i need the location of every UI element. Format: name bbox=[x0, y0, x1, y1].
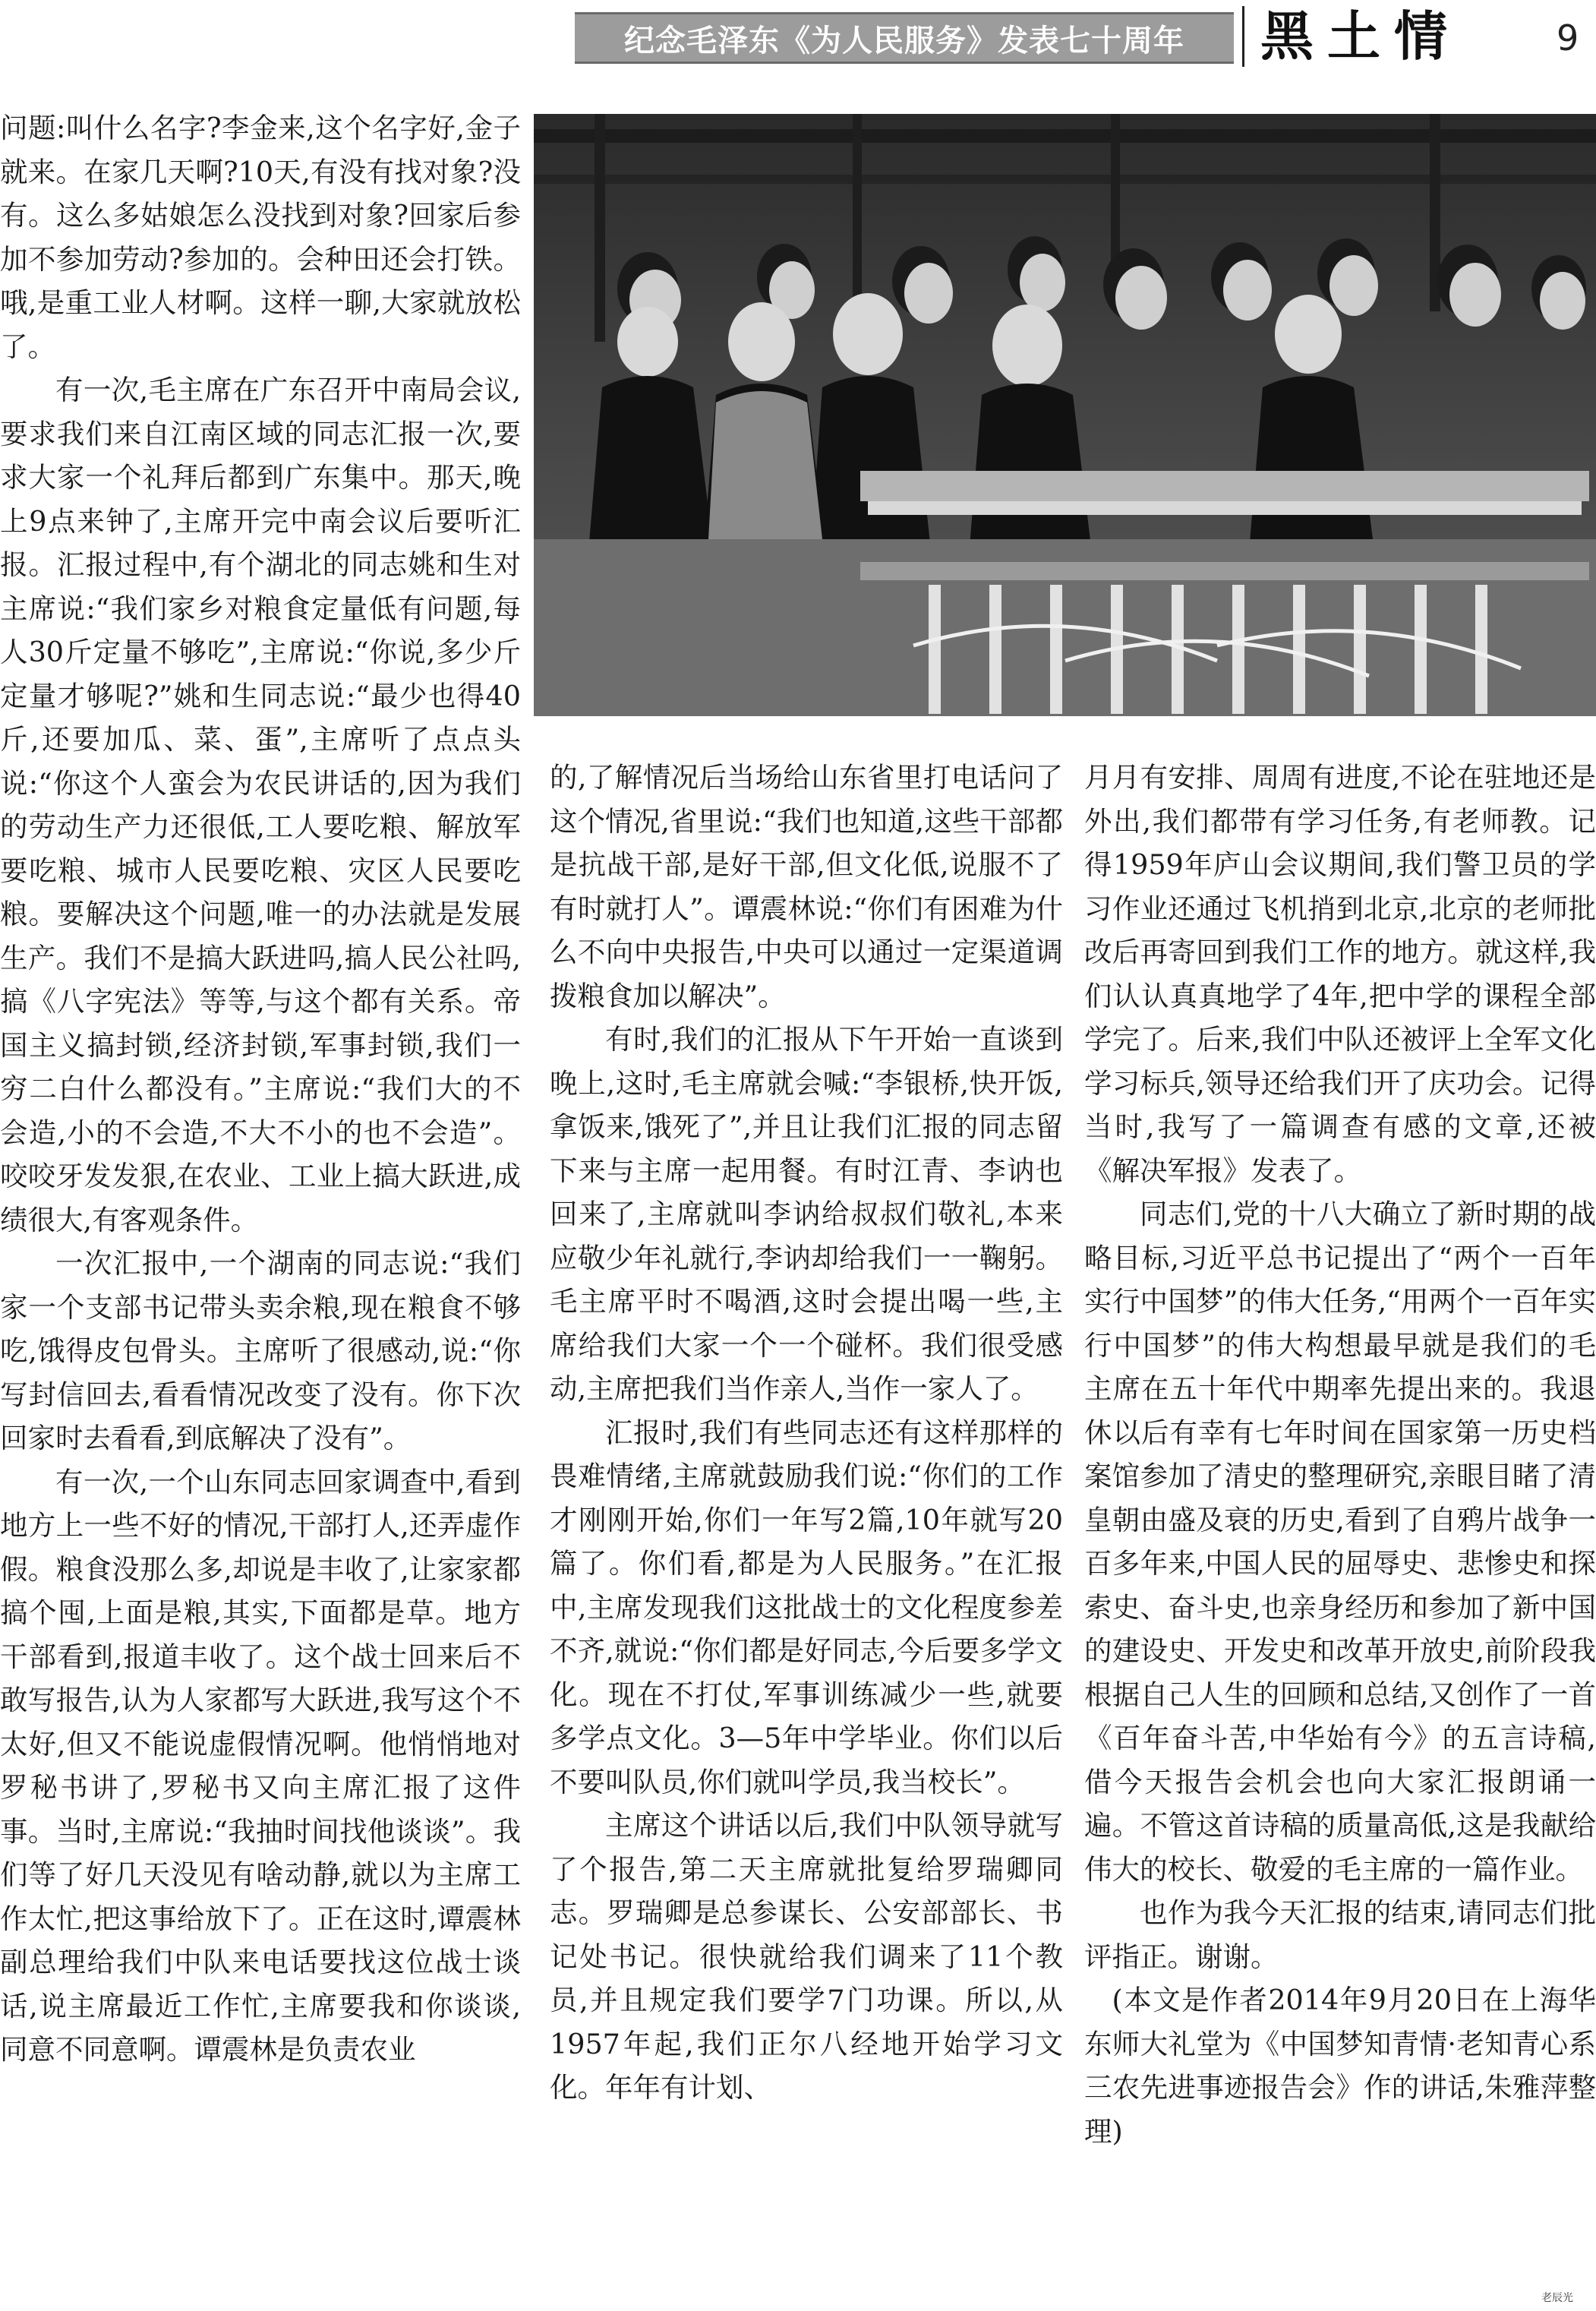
paragraph: 有一次,毛主席在广东召开中南局会议,要求我们来自江南区域的同志汇报一次,要求大家一个礼拜后都到广东集中。那天,晚上9点来钟了,主席开完中南会议后要听汇报。汇报过程中,有个湖北的同志姚和生对主席说:“我们家乡对粮食定量低有问题,每人30斤定量不够吃”,主席说:“你说,多少斤定量才够呢?”姚和生同志说:“最少也得40斤,还要加瓜、菜、蛋”,主席听了点点头说:“你这个人蛮会为农民讲话的,因为我们的劳动生产力还很低,工人要吃粮、解放军要吃粮、城市人民要吃粮、灾区人民要吃粮。要解决这个问题,唯一的办法就是发展生产。我们不是搞大跃进吗,搞人民公社吗,搞《八字宪法》等等,与这个都有关系。帝国主义搞封锁,经济封锁,军事封锁,我们一穷二白什么都没有。”主席说:“我们大的不会造,小的不会造,不大不小的也不会造”。咬咬牙发发狠,在农业、工业上搞大跃进,成绩很大,有客观条件。 bbox=[0, 374, 521, 1236]
paragraph: 有一次,一个山东同志回家调查中,看到地方上一些不好的情况,干部打人,还弄虚作假。粮食没那么多,却说是丰收了,让家家都搞个囤,上面是粮,其实,下面都是草。地方干部看到,报道丰收了。这个战士回来后不敢写报告,认为人家都写大跃进,我写这个不太好,但又不能说虚假情况啊。他悄悄地对罗秘书讲了,罗秘书又向主席汇报了这件事。当时,主席说:“我抽时间找他谈谈”。我们等了好几天没见有啥动静,就以为主席工作太忙,把这事给放下了。正在这时,谭震林副总理给我们中队来电话要找这位战士谈话,说主席最近工作忙,主席要我和你谈谈,同意不同意啊。谭震林是负责农业 bbox=[0, 1465, 521, 2066]
historical-photo bbox=[534, 114, 1596, 716]
article-column-left bbox=[0, 106, 521, 2303]
paragraph: 汇报时,我们有些同志还有这样那样的畏难情绪,主席就鼓励我们说:“你们的工作才刚刚开始,你们一年写2篇,10年就写20篇了。你们看,都是为人民服务。”在汇报中,主席发现我们这批战士的文化程度参差不齐,就说:“你们都是好同志,今后要多学文化。现在不打仗,军事训练减少一些,就要多学点文化。3—5年中学毕业。你们以后不要叫队员,你们就叫学员,我当校长”。 bbox=[550, 1416, 1063, 1798]
header-divider bbox=[1242, 6, 1244, 67]
header-title: 纪念毛泽东《为人民服务》发表七十周年 bbox=[624, 23, 1184, 58]
page-number: 9 bbox=[1557, 17, 1579, 58]
image-credit: 老辰光 bbox=[1541, 2292, 1573, 2304]
paragraph: 一次汇报中,一个湖南的同志说:“我们家一个支部书记带头卖余粮,现在粮食不够吃,饿得皮包骨头。主席听了很感动,说:“你写封信回去,看看情况改变了没有。你下次回家时去看看,到底解决了没有”。 bbox=[0, 1247, 521, 1454]
article-column-middle bbox=[550, 756, 1063, 2305]
source-note: (本文是作者2014年9月20日在上海华东师大礼堂为《中国梦知青情·老知青心系三农先进事迹报告会》作的讲话,朱雅萍整理) bbox=[1084, 1984, 1596, 2148]
article-column-right bbox=[1084, 756, 1596, 2305]
paragraph: 主席这个讲话以后,我们中队领导就写了个报告,第二天主席就批复给罗瑞卿同志。罗瑞卿是总参谋长、公安部部长、书记处书记。很快就给我们调来了11个教员,并且规定我们要学7门功课。所以,从1957年起,我们正尔八经地开始学习文化。年年有计划、 bbox=[550, 1809, 1063, 2104]
publication-brand: 黑土情 bbox=[1260, 5, 1461, 68]
paragraph: 的,了解情况后当场给山东省里打电话问了这个情况,省里说:“我们也知道,这些干部都是抗战干部,是好干部,但文化低,说服不了有时就打人”。谭震林说:“你们有困难为什么不向中央报告,中央可以通过一定渠道调拨粮食加以解决”。 bbox=[550, 761, 1063, 1012]
paragraph: 有时,我们的汇报从下午开始一直谈到晚上,这时,毛主席就会喊:“李银桥,快开饭,拿饭来,饿死了”,并且让我们汇报的同志留下来与主席一起用餐。有时江青、李讷也回来了,主席就叫李讷给叔叔们敬礼,本来应敬少年礼就行,李讷却给我们一一鞠躬。毛主席平时不喝酒,这时会提出喝一些,主席给我们大家一个一个碰杯。我们很受感动,主席把我们当作亲人,当作一家人了。 bbox=[550, 1023, 1063, 1405]
paragraph: 问题:叫什么名字?李金来,这个名字好,金子就来。在家几天啊?10天,有没有找对象?没有。这么多姑娘怎么没找到对象?回家后参加不参加劳动?参加的。会种田还会打铁。哦,是重工业人材啊。这样一聊,大家就放松了。 bbox=[0, 112, 521, 363]
photo-illustration bbox=[534, 114, 1596, 716]
paragraph: 月月有安排、周周有进度,不论在驻地还是外出,我们都带有学习任务,有老师教。记得1959年庐山会议期间,我们警卫员的学习作业还通过飞机捎到北京,北京的老师批改后再寄回到我们工作的地方。就这样,我们认认真真地学了4年,把中学的课程全部学完了。后来,我们中队还被评上全军文化学习标兵,领导还给我们开了庆功会。记得当时,我写了一篇调查有感的文章,还被《解决军报》发表了。 bbox=[1084, 761, 1596, 1187]
paragraph: 也作为我今天汇报的结束,请同志们批评指正。谢谢。 bbox=[1084, 1896, 1596, 1973]
paragraph: 同志们,党的十八大确立了新时期的战略目标,习近平总书记提出了“两个一百年实行中国梦”的伟大任务,“用两个一百年实行中国梦”的伟大构想最早就是我们的毛主席在五十年代中期率先提出来的。我退休以后有幸有七年时间在国家第一历史档案馆参加了清史的整理研究,亲眼目睹了清皇朝由盛及衰的历史,看到了自鸦片战争一百多年来,中国人民的屈辱史、悲惨史和探索史、奋斗史,也亲身经历和参加了新中国的建设史、开发史和改革开放史,前阶段我根据自己人生的回顾和总结,又创作了一首《百年奋斗苦,中华始有今》的五言诗稿,借今天报告会机会也向大家汇报朗诵一遍。不管这首诗稿的质量高低,这是我献给伟大的校长、敬爱的毛主席的一篇作业。 bbox=[1084, 1198, 1596, 1886]
header-title-banner bbox=[575, 12, 1234, 64]
page-header bbox=[0, 0, 1596, 76]
